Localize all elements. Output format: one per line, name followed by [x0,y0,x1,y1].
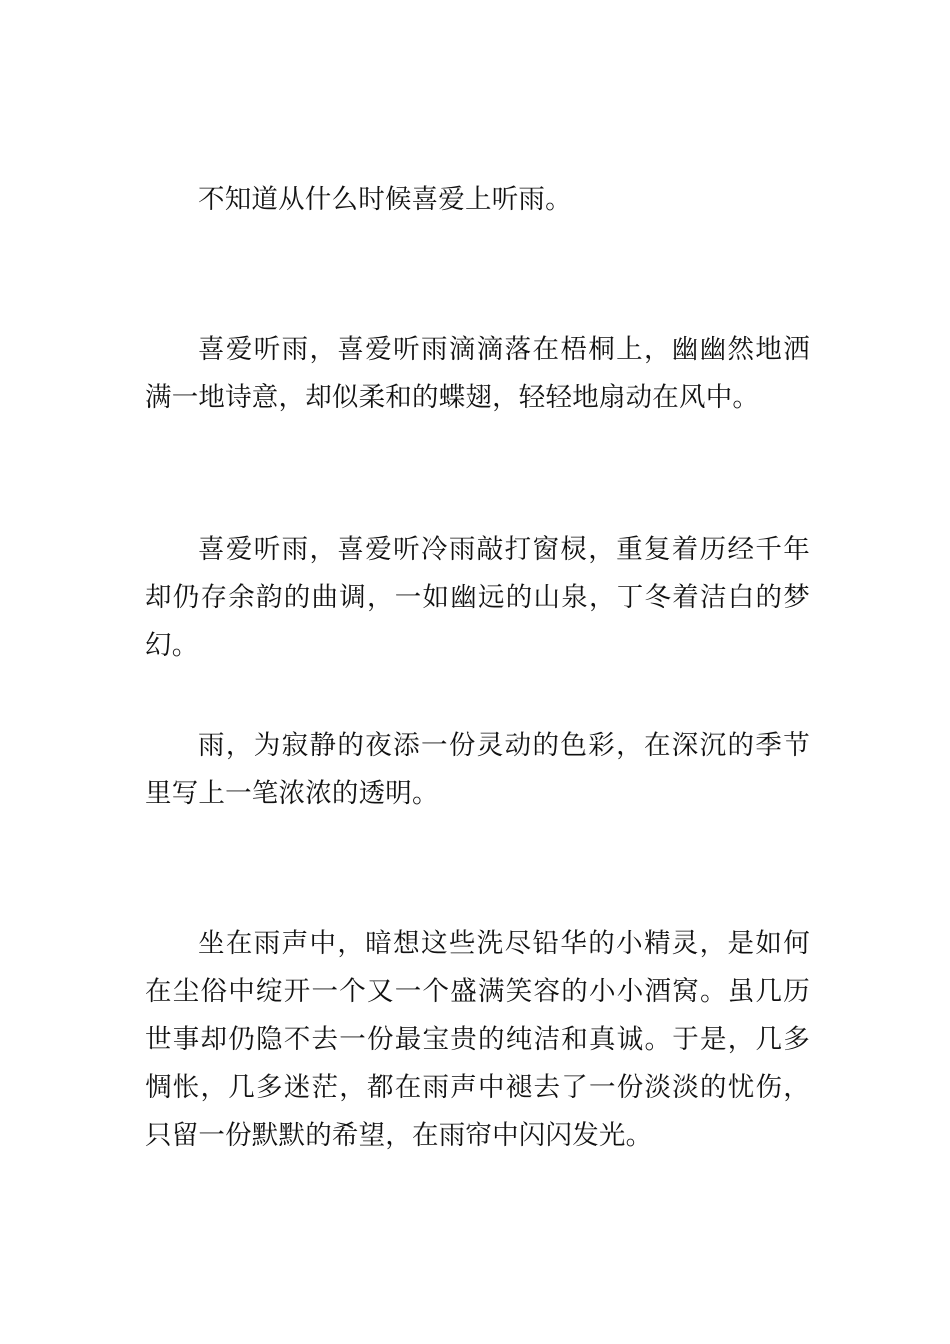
paragraph-3: 喜爱听雨，喜爱听冷雨敲打窗棂，重复着历经千年却仍存余韵的曲调，一如幽远的山泉，丁冬着洁白的梦幻。 [145,534,810,661]
paragraph-1: 不知道从什么时候喜爱上听雨。 [198,184,572,215]
paragraph-5: 坐在雨声中，暗想这些洗尽铅华的小精灵，是如何在尘俗中绽开一个又一个盛满笑容的小小酒窝。虽几历世事却仍隐不去一份最宝贵的纯洁和真诚。于是，几多惆怅，几多迷茫，都在雨声中褪去了一份淡淡的忧伤，只留一份默默的希望，在雨帘中闪闪发光。 [145,928,810,1151]
paragraph-2: 喜爱听雨，喜爱听雨滴滴落在梧桐上，幽幽然地洒满一地诗意，却似柔和的蝶翅，轻轻地扇动在风中。 [145,334,810,413]
paragraph-4: 雨，为寂静的夜添一份灵动的色彩，在深沉的季节里写上一笔浓浓的透明。 [145,730,810,809]
